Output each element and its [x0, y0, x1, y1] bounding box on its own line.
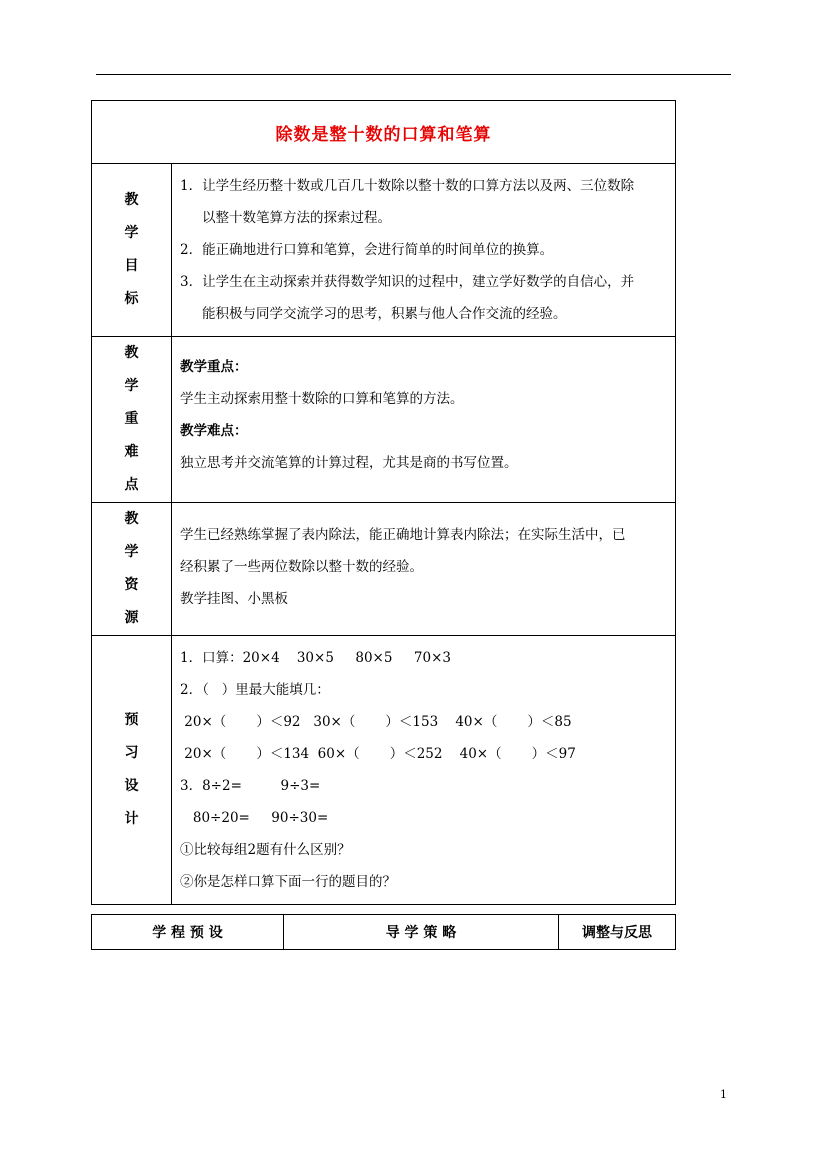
preview-line-3: 20×（ ）＜92 30×（ ）＜153 40×（ ）＜85	[180, 714, 572, 730]
title-cell	[92, 101, 676, 164]
resources-content	[172, 503, 676, 636]
difficult-heading: 教学难点：	[180, 423, 248, 439]
goal-item-3-cont: 能积极与同学交流学习的思考，积累与他人合作交流的经验。	[202, 306, 567, 322]
process-col-3: 调整与反思	[559, 915, 676, 950]
process-table	[91, 914, 676, 950]
preview-line-5: 3．8÷2= 9÷3=	[180, 778, 321, 794]
lesson-plan-table	[91, 100, 676, 905]
preview-line-7: ①比较每组2题有什么区别？	[180, 842, 351, 858]
goal-item-1-cont: 以整十数笔算方法的探索过程。	[202, 210, 391, 226]
preview-label: 预 习 设 计	[92, 636, 172, 905]
preview-content	[172, 636, 676, 905]
goals-row	[92, 164, 676, 337]
lesson-title: 除数是整十数的口算和笔算	[275, 124, 492, 145]
preview-line-6: 80÷20= 90÷30=	[180, 810, 329, 826]
resources-line-1: 学生已经熟练掌握了表内除法，能正确地计算表内除法；在实际生活中，已	[180, 527, 626, 543]
goal-item-1: 1．让学生经历整十数或几百几十数除以整十数的口算方法以及两、三位数除	[180, 178, 635, 194]
preview-line-2: 2．（ ）里最大能填几：	[180, 682, 330, 698]
resources-line-2: 经积累了一些两位数除以整十数的经验。	[180, 559, 423, 575]
goal-item-2: 2．能正确地进行口算和笔算，会进行简单的时间单位的换算。	[180, 242, 554, 258]
key-points-content	[172, 337, 676, 503]
process-col-1: 学 程 预 设	[92, 915, 284, 950]
preview-line-8: ②你是怎样口算下面一行的题目的？	[180, 874, 396, 890]
resources-line-3: 教学挂图、小黑板	[180, 591, 288, 607]
process-col-2: 导 学 策 略	[284, 915, 559, 950]
key-points-row	[92, 337, 676, 503]
resources-row	[92, 503, 676, 636]
resources-label: 教 学 资 源	[92, 503, 172, 636]
header-rule	[96, 74, 731, 75]
key-text: 学生主动探索用整十数除的口算和笔算的方法。	[180, 391, 464, 407]
key-points-label: 教 学 重 难 点	[92, 337, 172, 503]
key-heading: 教学重点：	[180, 359, 248, 375]
goals-label: 教 学 目 标	[92, 164, 172, 337]
preview-row	[92, 636, 676, 905]
goal-item-3: 3．让学生在主动探索并获得数学知识的过程中，建立学好数学的自信心，并	[180, 274, 635, 290]
preview-line-1: 1．口算：20×4 30×5 80×5 70×3	[180, 650, 451, 666]
preview-line-4: 20×（ ）＜134 60×（ ）＜252 40×（ ）＜97	[180, 746, 576, 762]
goals-content	[172, 164, 676, 337]
page-number: 1	[720, 1088, 727, 1101]
difficult-text: 独立思考并交流笔算的计算过程，尤其是商的书写位置。	[180, 455, 518, 471]
